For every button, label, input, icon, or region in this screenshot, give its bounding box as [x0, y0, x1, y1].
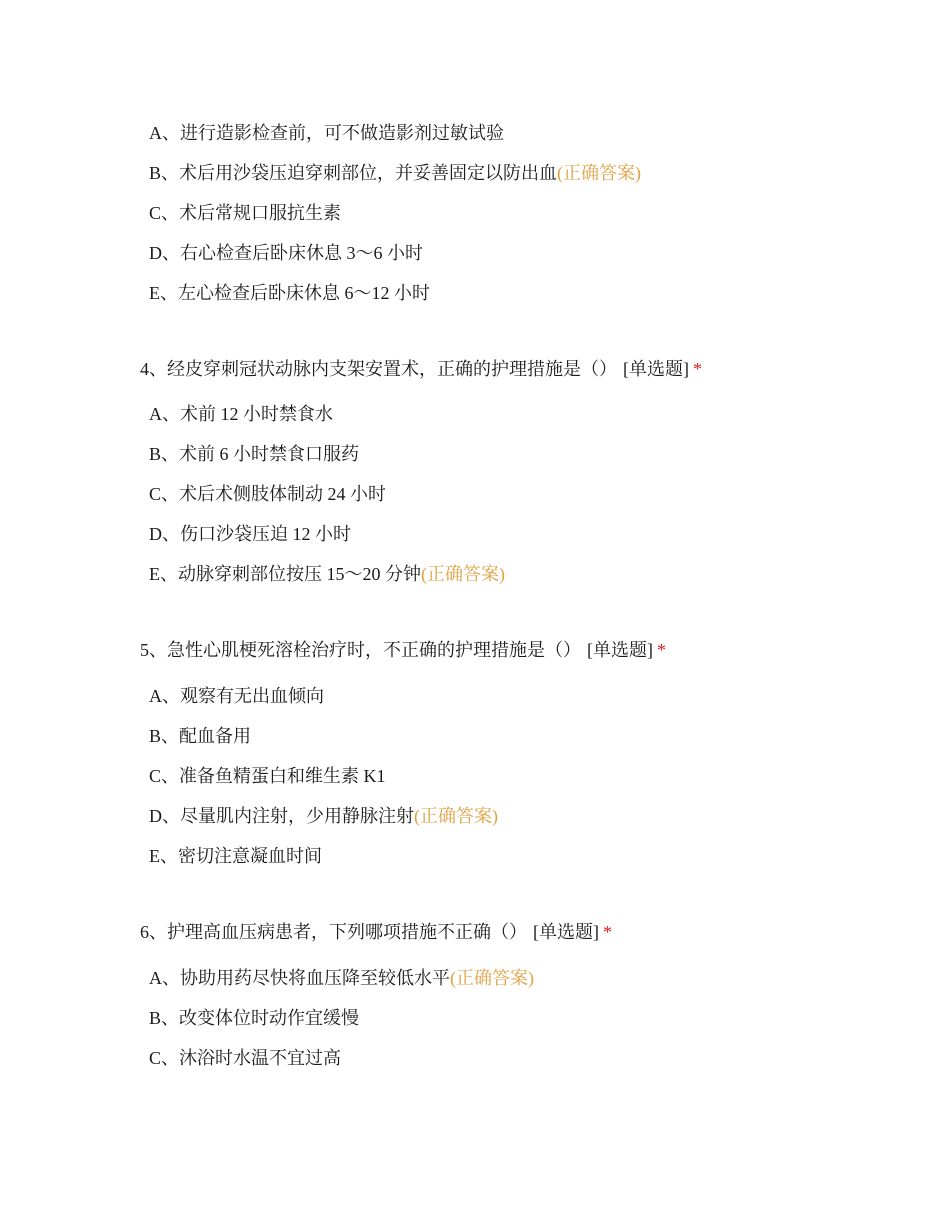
q3-option-c: C、术后常规口服抗生素 [149, 203, 342, 223]
question-6-title: 6、护理高血压病患者，下列哪项措施不正确（） [单选题] * [140, 922, 612, 942]
question-type: [单选题] [623, 359, 689, 379]
q4-option-c: C、术后术侧肢体制动 24 小时 [149, 484, 387, 504]
correct-answer-tag: (正确答案) [557, 163, 642, 183]
q5-option-a: A、观察有无出血倾向 [149, 686, 324, 706]
q3-option-d: D、右心检查后卧床休息 3～6 小时 [149, 243, 423, 263]
q6-option-a: A、协助用药尽快将血压降至较低水平(正确答案) [149, 968, 534, 988]
q6-option-c: C、沐浴时水温不宜过高 [149, 1048, 342, 1068]
q5-option-d: D、尽量肌内注射，少用静脉注射(正确答案) [149, 806, 498, 826]
q3-option-a: A、进行造影检查前，可不做造影剂过敏试验 [149, 123, 504, 143]
required-mark: * [693, 359, 702, 379]
correct-answer-tag: (正确答案) [450, 968, 534, 988]
required-mark: * [603, 922, 612, 942]
question-4-title: 4、经皮穿刺冠状动脉内支架安置术，正确的护理措施是（） [单选题] * [140, 359, 702, 379]
q4-option-b: B、术前 6 小时禁食口服药 [149, 444, 360, 464]
q3-option-e: E、左心检查后卧床休息 6～12 小时 [149, 283, 430, 303]
q4-option-e: E、动脉穿刺部位按压 15～20 分钟(正确答案) [149, 564, 505, 584]
q3-option-b: B、术后用沙袋压迫穿刺部位，并妥善固定以防出血(正确答案) [149, 163, 642, 183]
q4-option-a: A、术前 12 小时禁食水 [149, 404, 333, 424]
question-type: [单选题] [587, 640, 653, 660]
q5-option-c: C、准备鱼精蛋白和维生素 K1 [149, 766, 386, 786]
q5-option-b: B、配血备用 [149, 726, 252, 746]
q5-option-e: E、密切注意凝血时间 [149, 846, 322, 866]
correct-answer-tag: (正确答案) [414, 806, 498, 826]
required-mark: * [657, 640, 666, 660]
correct-answer-tag: (正确答案) [421, 564, 505, 584]
q4-option-d: D、伤口沙袋压迫 12 小时 [149, 524, 351, 544]
question-type: [单选题] [533, 922, 599, 942]
q6-option-b: B、改变体位时动作宜缓慢 [149, 1008, 360, 1028]
question-5-title: 5、急性心肌梗死溶栓治疗时，不正确的护理措施是（） [单选题] * [140, 640, 666, 660]
